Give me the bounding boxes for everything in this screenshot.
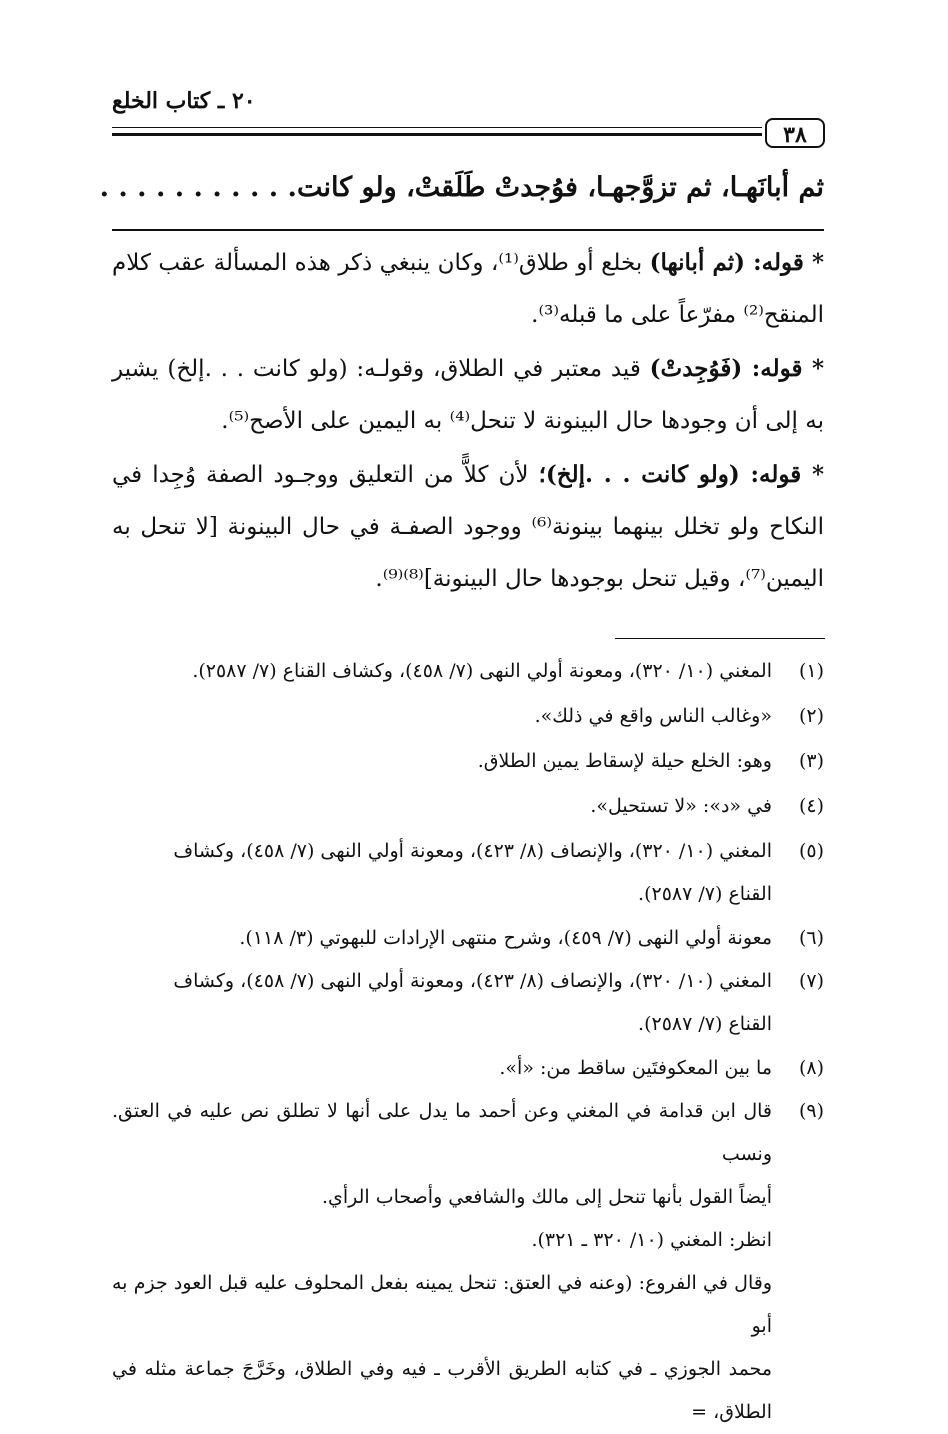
footnote-item [112,830,824,916]
footnote-text-cont: القناع (٧/ ٢٥٨٧). [638,883,772,905]
footnote-number: (٨) [798,1057,824,1079]
footnote-item [112,960,824,1046]
footnote-item [112,1047,824,1090]
footnote-separator [615,638,825,639]
commentary-paragraph-1 [112,237,824,341]
footnote-number: (٦) [798,927,824,949]
commentary-paragraph-2 [112,343,824,447]
page-number-box: ٣٨ [765,118,825,148]
footnote-text: المغني (١٠/ ٣٢٠)، والإنصاف (٨/ ٤٢٣)، ومعونة أولي النهى (٧/ ٤٥٨)، وكشاف [173,970,772,992]
footnote-item [112,695,824,738]
footnote-number: (٢) [798,705,824,727]
paragraph-text: لأن كلاًّ من التعليق ووجـود الصفة وُجِدا في النكاح ولو تخلل بينهما بينونة⁽⁶⁾ ووجود الصفـة في حال البينونة [لا تنحل به اليمين⁽⁷⁾، وقيل تنحل بوجودها حال البينونة]⁽⁸⁾⁽⁹⁾. [112,462,824,592]
paragraph-text: بخلع أو طلاق⁽¹⁾، وكان ينبغي ذكر هذه المسألة عقب كلام المنقح⁽²⁾ مفرّعاً على ما قبله⁽³⁾. [112,250,824,328]
matn-rule [112,229,824,231]
footnote-text: وهو: الخلع حيلة لإسقاط يمين الطلاق. [477,750,772,772]
footnote-number: (٤) [798,795,824,817]
running-header-title: ٢٠ ـ كتاب الخلع [112,88,256,114]
footnote-text: في «د»: «لا تستحيل». [590,795,772,817]
paragraph-lead: * قوله: (فَوُجِدتْ) [649,355,824,382]
footnote-number: (٧) [798,970,824,992]
footnote-number: (٩) [798,1100,824,1122]
footnote-text: ما بين المعكوفتَين ساقط من: «أ». [499,1057,772,1079]
footnote-text-cont: محمد الجوزي ـ في كتابه الطريق الأقرب ـ فيه وفي الطلاق، وخَرَّجَ جماعة مثله في الطلاق، = [112,1358,772,1423]
footnote-number: (١) [798,660,824,682]
commentary-paragraph-3 [112,449,824,605]
footnote-text: المغني (١٠/ ٣٢٠)، والإنصاف (٨/ ٤٢٣)، ومعونة أولي النهى (٧/ ٤٥٨)، وكشاف [173,840,772,862]
header-rule-thick [112,133,762,136]
footnote-text-cont: أيضاً القول بأنها تنحل إلى مالك والشافعي وأصحاب الرأي. [321,1186,772,1208]
footnote-item [112,740,824,783]
header-rule-thin [112,127,762,128]
footnote-item [112,650,824,693]
footnote-text: المغني (١٠/ ٣٢٠)، ومعونة أولي النهى (٧/ ٤٥٨)، وكشاف القناع (٧/ ٢٥٨٧). [192,660,772,682]
paragraph-lead: * قوله: (ثم أبانها) [649,249,824,276]
paragraph-text: قيد معتبر في الطلاق، وقولـه: (ولو كانت . . .إلخ) يشير به إلى أن وجودها حال البينونة لا تنحل⁽⁴⁾ به اليمين على الأصح⁽⁵⁾. [112,356,824,434]
footnote-number: (٣) [798,750,824,772]
footnote-text-cont: وقال في الفروع: (وعنه في العتق: تنحل يمينه بفعل المحلوف عليه قبل العود جزم به أبو [112,1272,772,1337]
footnote-text-cont: انظر: المغني (١٠/ ٣٢٠ ـ ٣٢١). [531,1229,772,1251]
footnote-item [112,917,824,960]
footnote-text-cont: القناع (٧/ ٢٥٨٧). [638,1013,772,1035]
footnote-text: قال ابن قدامة في المغني وعن أحمد ما يدل على أنها لا تطلق نص عليه في العتق. ونسب [112,1100,772,1165]
footnote-text: «وغالب الناس واقع في ذلك». [534,705,772,727]
paragraph-lead: * قوله: (ولو كانت . . .إلخ)؛ [538,461,824,488]
footnote-item [112,1090,824,1434]
footnote-item [112,785,824,828]
footnote-number: (٥) [798,840,824,862]
footnote-text: معونة أولي النهى (٧/ ٤٥٩)، وشرح منتهى الإرادات للبهوتي (٣/ ١١٨). [239,927,772,949]
matn-text: ثم أبانَهـا، ثم تزوَّجهـا، فوُجدتْ طَلَقتْ، ولو كانت. . . . . . . . . . . [99,172,824,203]
